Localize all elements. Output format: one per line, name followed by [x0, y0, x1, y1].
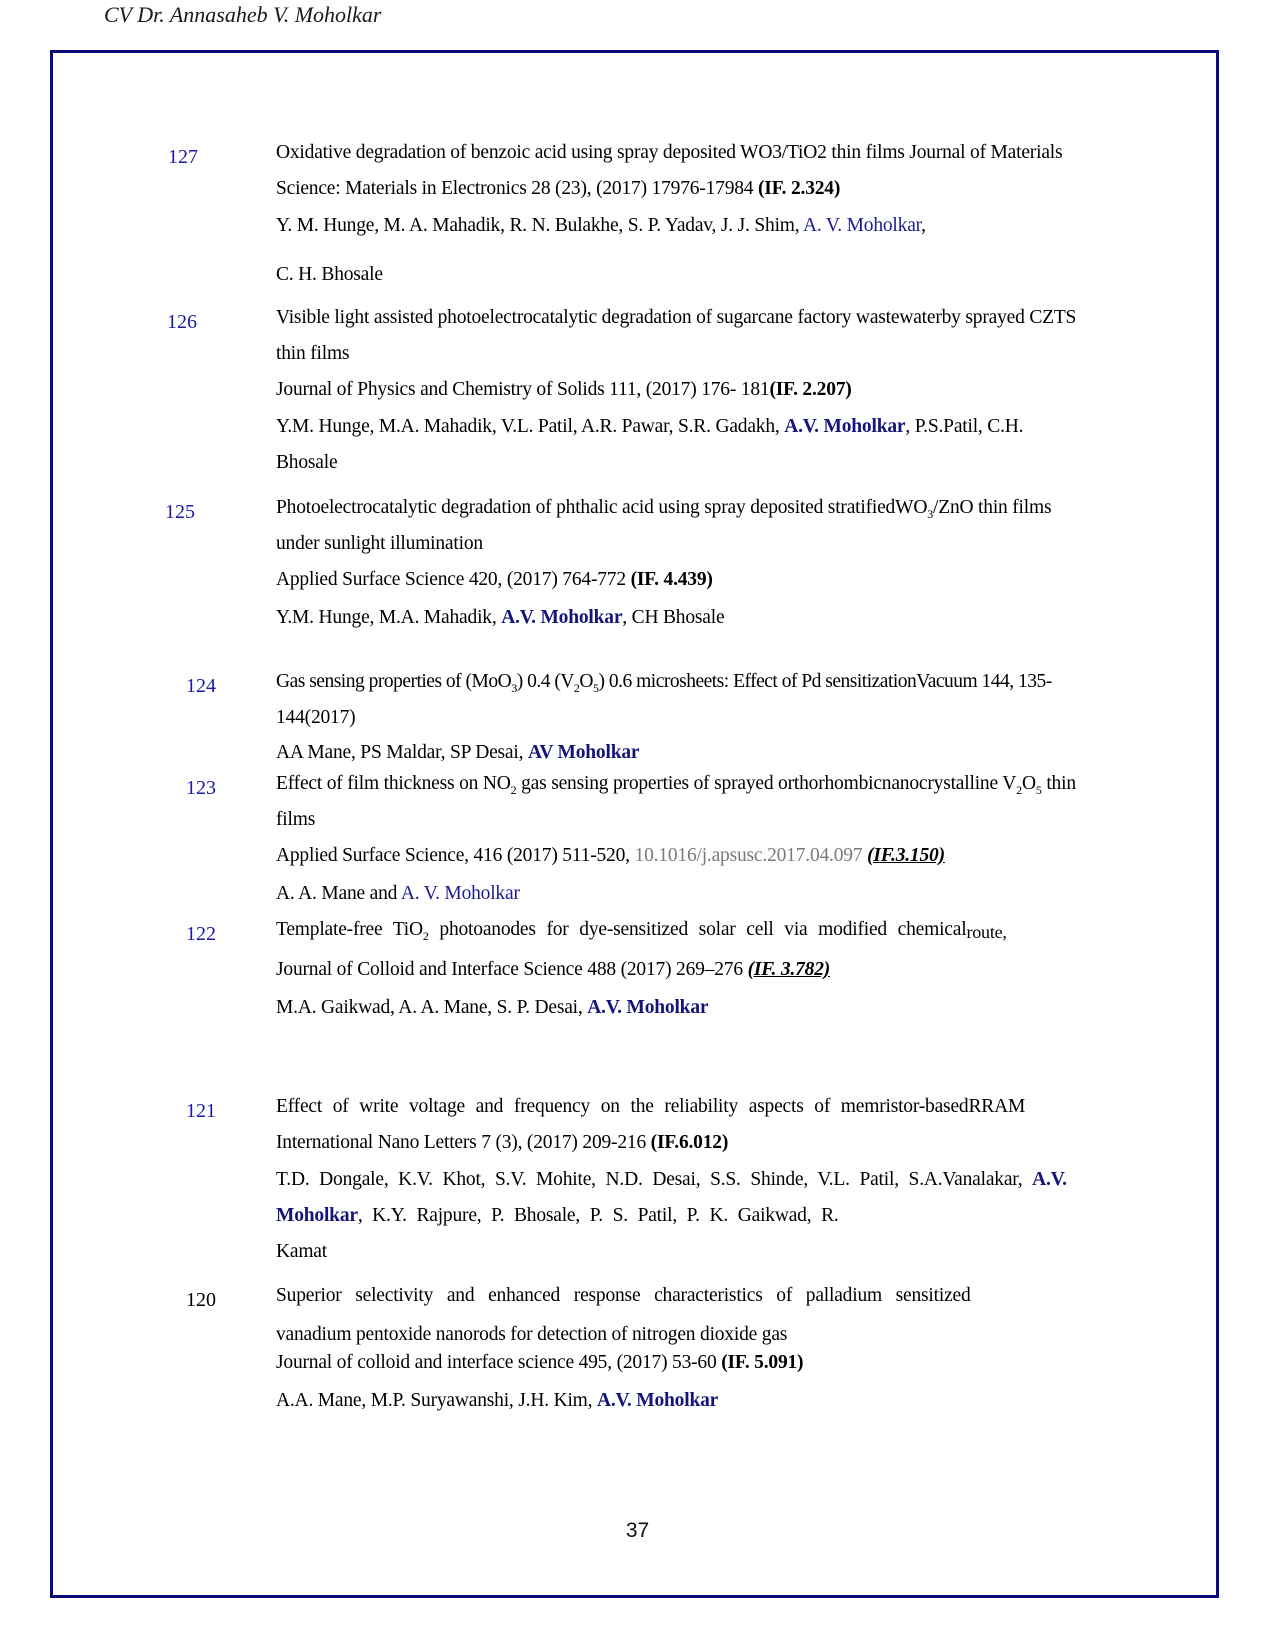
entry-journal-line	[276, 845, 945, 867]
impact-factor: (IF. 3.782)	[747, 959, 831, 980]
entry-number: 122	[186, 923, 216, 945]
journal-text: Applied Surface Science 420, (2017) 764-772	[276, 569, 631, 590]
entry-title-line	[276, 497, 1051, 522]
entry-authors-line: Kamat	[276, 1241, 327, 1262]
authors-text: T.D. Dongale, K.V. Khot, S.V. Mohite, N.D. Desai, S.S. Shinde, V.L. Patil, S.A.Vanalakar,	[276, 1169, 1033, 1190]
entry-title-line: Superior selectivity and enhanced response characteristics of palladium sensitized	[276, 1285, 971, 1306]
entry-authors-line	[276, 1390, 718, 1412]
impact-factor: (IF. 5.091)	[721, 1352, 804, 1373]
authors-text: A. A. Mane and	[276, 883, 401, 904]
highlighted-author: A.V. Moholkar	[784, 416, 906, 437]
journal-text: Science: Materials in Electronics 28 (23), (2017) 17976-17984	[276, 178, 759, 199]
journal-text: Journal of Physics and Chemistry of Solids 111, (2017) 176- 181	[276, 379, 770, 400]
entry-authors-line	[276, 1169, 1067, 1191]
impact-factor: (IF. 2.324)	[758, 178, 841, 199]
entry-title-line: vanadium pentoxide nanorods for detection of nitrogen dioxide gas	[276, 1324, 788, 1345]
highlighted-author: Moholkar	[276, 1205, 358, 1226]
subscript: 3	[927, 506, 934, 521]
journal-text: Applied Surface Science, 416 (2017) 511-520,	[276, 845, 635, 866]
highlighted-author: A.V. Moholkar	[501, 607, 623, 628]
entry-title-line: Visible light assisted photoelectrocatalytic degradation of sugarcane factory wastewaterby sprayed CZTS	[276, 307, 1077, 328]
highlighted-author: A. V. Moholkar	[400, 883, 520, 904]
entry-number: 120	[186, 1289, 216, 1311]
entry-journal-line	[276, 379, 852, 401]
authors-text: Y. M. Hunge, M. A. Mahadik, R. N. Bulakhe, S. P. Yadav, J. J. Shim,	[276, 215, 804, 236]
entry-journal-line	[276, 569, 713, 591]
entry-title-line: Effect of write voltage and frequency on the reliability aspects of memristor-basedRRAM	[276, 1096, 1026, 1117]
entry-journal-line	[276, 959, 830, 981]
entry-title-line: films	[276, 809, 316, 830]
title-text: Effect of film thickness on NO	[276, 773, 511, 794]
authors-text: A.A. Mane, M.P. Suryawanshi, J.H. Kim,	[276, 1390, 597, 1411]
title-text: Template-free TiO	[276, 919, 423, 940]
title-text: photoanodes for dye-sensitized solar cell via modified chemical	[428, 919, 967, 940]
highlighted-author: A.V. Moholkar	[587, 997, 709, 1018]
authors-text: , P.S.Patil, C.H.	[905, 416, 1024, 437]
title-text: ) 0.4 (V	[516, 671, 574, 692]
entry-title-line: under sunlight illumination	[276, 533, 483, 554]
subscript: 5	[593, 680, 599, 695]
entry-journal-line	[276, 1352, 803, 1374]
entry-authors-line	[276, 607, 724, 629]
title-text: O	[579, 671, 594, 692]
entry-title-line	[276, 773, 1076, 798]
journal-text: International Nano Letters 7 (3), (2017) 209-216	[276, 1132, 651, 1153]
entry-number: 127	[168, 146, 198, 168]
running-header: CV Dr. Annasaheb V. Moholkar	[104, 2, 382, 27]
entry-number: 123	[186, 777, 216, 799]
title-text: Gas sensing properties of (MoO	[276, 671, 512, 692]
entry-journal-line	[276, 178, 840, 200]
entry-authors-line	[276, 416, 1023, 438]
entry-number: 124	[186, 675, 216, 697]
title-text: thin	[1041, 773, 1076, 794]
entry-authors-line	[276, 1205, 839, 1227]
entry-authors-line	[276, 742, 639, 764]
authors-text: , CH Bhosale	[622, 607, 725, 628]
entry-number: 121	[186, 1100, 216, 1122]
subscript: 5	[1035, 782, 1042, 797]
entry-number: 125	[165, 501, 195, 523]
authors-text: M.A. Gaikwad, A. A. Mane, S. P. Desai,	[276, 997, 588, 1018]
authors-text: Y.M. Hunge, M.A. Mahadik,	[276, 607, 502, 628]
subscript: 2	[573, 680, 580, 695]
page-number: 37	[625, 1519, 650, 1542]
entry-authors-line: C. H. Bhosale	[276, 264, 383, 285]
entry-title-line: thin films	[276, 343, 350, 364]
highlighted-author: A. V. Moholkar	[803, 215, 922, 236]
authors-text: ,	[921, 215, 926, 236]
highlighted-author: A.V.	[1032, 1169, 1067, 1190]
entry-authors-line	[276, 883, 520, 905]
entry-authors-line	[276, 997, 708, 1019]
title-text: Photoelectrocatalytic degradation of phthalic acid using spray deposited stratifiedWO	[276, 497, 928, 518]
title-text: gas sensing properties of sprayed orthorhombicnanocrystalline V	[516, 773, 1017, 794]
authors-text: Y.M. Hunge, M.A. Mahadik, V.L. Patil, A.R. Pawar, S.R. Gadakh,	[276, 416, 785, 437]
authors-text: AA Mane, PS Maldar, SP Desai,	[276, 742, 528, 763]
entry-authors-line	[276, 215, 926, 237]
journal-text: Journal of colloid and interface science 495, (2017) 53-60	[276, 1352, 722, 1373]
subscript: 2	[1016, 782, 1022, 797]
impact-factor: (IF. 4.439)	[630, 569, 713, 590]
entry-authors-line: Bhosale	[276, 452, 338, 473]
impact-factor: (IF.6.012)	[650, 1132, 729, 1153]
subscript: 3	[511, 680, 517, 695]
doi-link[interactable]: 10.1016/j.apsusc.2017.04.097	[634, 845, 863, 866]
entry-journal-line	[276, 1132, 728, 1154]
entry-number: 126	[167, 311, 197, 333]
impact-factor: (IF. 2.207)	[769, 379, 852, 400]
entry-title-line: 144(2017)	[276, 707, 356, 728]
title-text: route,	[966, 922, 1007, 942]
title-text: O	[1021, 773, 1036, 794]
title-text: /ZnO thin films	[933, 497, 1052, 518]
subscript: 2	[510, 782, 517, 797]
entry-title-line	[276, 919, 1007, 944]
entry-title-line: Oxidative degradation of benzoic acid using spray deposited WO3/TiO2 thin films Journal of Materials	[276, 142, 1063, 163]
subscript: 2	[422, 928, 429, 943]
journal-text: Journal of Colloid and Interface Science 488 (2017) 269–276	[276, 959, 748, 980]
highlighted-author: AV Moholkar	[527, 742, 640, 763]
authors-text: , K.Y. Rajpure, P. Bhosale, P. S. Patil, P. K. Gaikwad, R.	[357, 1205, 839, 1226]
title-text: ) 0.6 microsheets: Effect of Pd sensitizationVacuum 144, 135-	[598, 671, 1052, 692]
impact-factor: (IF.3.150)	[867, 845, 945, 866]
entry-title-line	[276, 671, 1052, 696]
highlighted-author: A.V. Moholkar	[597, 1390, 719, 1411]
